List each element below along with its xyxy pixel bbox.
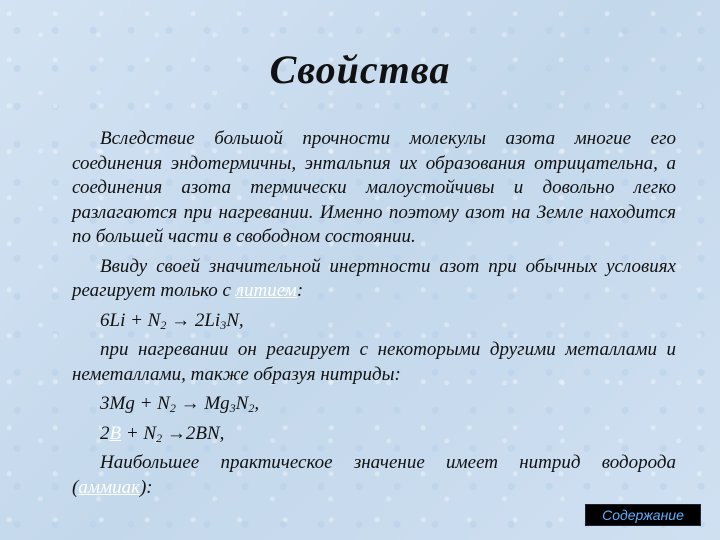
paragraph-inertness-text: Ввиду своей значительной инертности азот при обычных условиях реагирует только с: [72, 255, 676, 301]
equation-lithium: [72, 309, 676, 334]
paragraph-inertness-end: :: [296, 280, 304, 301]
paragraph-inertness: [72, 255, 676, 304]
paragraph-heating: при нагревании он реагирует с некоторыми другими металлами и неметаллами, также образуя нитриды:: [72, 339, 676, 385]
eq3-sub-b: 2: [156, 430, 163, 445]
eq2-part-b: → Mg: [175, 393, 230, 414]
eq2-sub-a: 2: [169, 401, 176, 415]
eq1-part-a: 6Li + N: [100, 309, 161, 331]
eq2-sub-b: 3: [229, 401, 236, 415]
eq3-part-a: 2: [100, 422, 110, 444]
contents-button[interactable]: Содержание: [585, 504, 701, 526]
eq3-part-b: + N: [121, 422, 157, 444]
eq1-sub-a: 2: [160, 317, 167, 332]
slide-body: [72, 127, 676, 500]
eq2-part-c: N: [235, 393, 249, 414]
paragraph-ammonia-end: ):: [139, 476, 153, 498]
paragraph-thermodynamics: Вследствие большой прочности молекулы азота многие его соединения эндотермичны, энтальпия их образования отрицательна, а соединения азота термически малоустойчивы и довольно легко разлагаются при нагревании. Именно поэтому азот на Земле находится по большей части в свободном состоянии.: [72, 128, 676, 247]
boron-link[interactable]: B: [109, 422, 122, 444]
paragraph-ammonia: [72, 451, 676, 500]
eq1-part-b: → 2Li: [166, 309, 221, 331]
equation-magnesium: [72, 392, 676, 417]
lithium-link[interactable]: литием: [235, 280, 297, 301]
equation-boron: [72, 422, 676, 447]
eq1-sub-b: 3: [220, 317, 227, 332]
eq2-part-d: ,: [254, 393, 260, 414]
paragraph-ammonia-text: Наибольшее практическое значение имеет нитрид водорода (: [72, 452, 676, 498]
eq3-part-c: →2BN,: [162, 422, 225, 444]
eq2-part-a: 3Mg + N: [100, 393, 170, 414]
ammonia-link[interactable]: аммиак: [78, 476, 140, 498]
eq1-part-c: N,: [226, 309, 244, 331]
slide-title: Свойства: [269, 47, 451, 92]
eq2-sub-c: 2: [248, 401, 255, 415]
